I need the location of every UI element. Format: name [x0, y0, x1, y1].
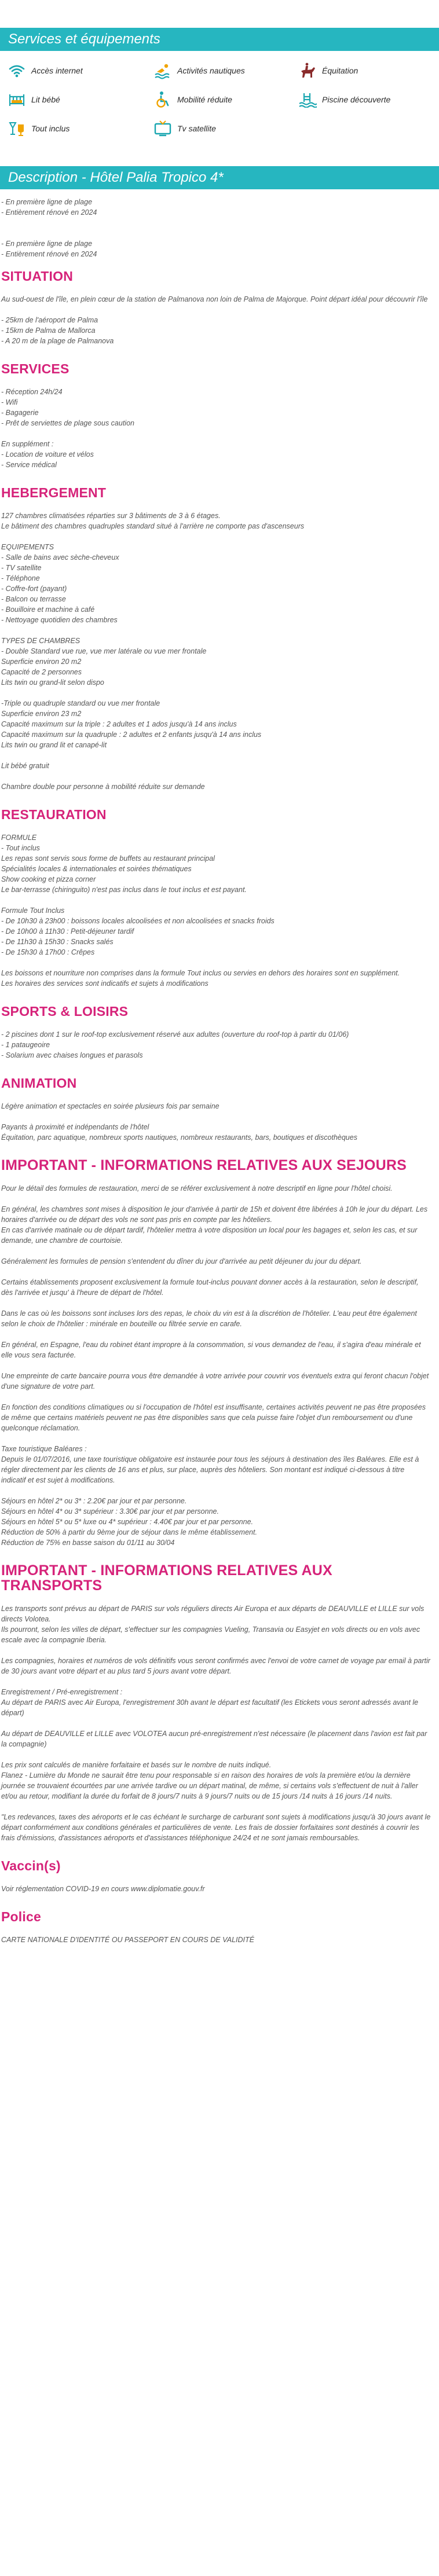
- amenity-label: Piscine découverte: [322, 95, 391, 104]
- blank-line: [0, 1485, 431, 1496]
- text-line: - Entièrement rénové en 2024: [1, 208, 97, 216]
- text-line: Flanez - Lumière du Monde ne saurait être tenu pour responsable si en raison des horaires de vols la première et/ou la dernière journée se trouvaient écourtées par une arrivée tardive ou un départ matinal, de même, si certains vols s'effectuent de nuit à l'aller et/ou au retour, modifiant la durée du forfait de 8 jours/7 nuits à 9 jours/7 nuits ou de 15 jours /14 nuits à 16 jours /14 nuits.: [1, 1771, 418, 1800]
- blank-line: [0, 1433, 431, 1444]
- text-line: Les compagnies, horaires et numéros de vols définitifs vous seront confirmés avec l'envoi de votre carnet de voyage par email à partir de 30 jours avant votre départ et au plus tard 5 jours avant votre départ.: [1, 1657, 430, 1675]
- wheelchair-icon: [152, 89, 174, 110]
- text-line: - TV satellite: [1, 564, 42, 572]
- text-line: Capacité de 2 personnes: [1, 668, 82, 676]
- text-line: - 15km de Palma de Mallorca: [1, 326, 96, 335]
- section-heading: SITUATION: [1, 269, 74, 284]
- text-line: En général, les chambres sont mises à disposition le jour d'arrivée à partir de 15h et doivent être libérées à 10h le jour du départ. Les horaires d'arrivée ou de départ des vols ne sont pas pris en compte par les hôteliers.: [1, 1205, 428, 1224]
- text-line: Lits twin ou grand-lit selon dispo: [1, 678, 104, 687]
- horse-rider-icon: [297, 60, 319, 81]
- text-line: Réduction de 75% en basse saison du 01/11 au 30/04: [1, 1539, 175, 1547]
- section-heading: IMPORTANT - INFORMATIONS RELATIVES AUX SEJOURS: [1, 1157, 407, 1173]
- section-heading: Police: [1, 1909, 41, 1924]
- blank-line: [0, 1111, 431, 1122]
- text-line: Le bâtiment des chambres quadruples standard situé à l'arrière ne comporte pas d'ascenseurs: [1, 522, 305, 530]
- text-line: Capacité maximum sur la quadruple : 2 adultes et 2 enfants jusqu'à 14 ans inclus: [1, 731, 262, 739]
- text-line: Le bar-terrasse (chiringuito) n'est pas inclus dans le tout inclus et est payant.: [1, 886, 247, 894]
- amenity-item: [152, 60, 245, 81]
- text-line: - Bagagerie: [1, 409, 39, 417]
- blank-line: [0, 1392, 431, 1402]
- text-line: - Service médical: [1, 461, 57, 469]
- text-line: Taxe touristique Baléares :: [1, 1445, 87, 1453]
- amenity-label: Tv satellite: [177, 124, 216, 133]
- blank-line: [0, 1194, 431, 1204]
- text-line: Show cooking et pizza corner: [1, 875, 96, 883]
- text-line: Les boissons et nourriture non comprises dans la formule Tout inclus ou servies en dehors des horaires sont en supplément.: [1, 969, 400, 977]
- text-line: TYPES DE CHAMBRES: [1, 637, 81, 645]
- text-line: - Balcon ou terrasse: [1, 595, 66, 603]
- text-line: - De 10h30 à 23h00 : boissons locales alcoolisées et non alcoolisées et snacks froids: [1, 917, 275, 925]
- text-line: En général, en Espagne, l'eau du robinet étant impropre à la consommation, si vous demandez de l'eau, il s'agira d'eau minérale et elle vous sera facturée.: [1, 1341, 421, 1359]
- text-line: Lit bébé gratuit: [1, 762, 49, 770]
- amenity-label: Équitation: [322, 66, 358, 75]
- text-line: Généralement les formules de pension s'entendent du dîner du jour d'arrivée au petit déjeuner du jour du départ.: [1, 1257, 362, 1265]
- blank-line: [0, 1676, 431, 1687]
- text-line: - A 20 m de la plage de Palmanova: [1, 337, 114, 345]
- text-line: - Location de voiture et vélos: [1, 450, 94, 458]
- amenities-row: [0, 118, 439, 147]
- text-line: Au départ de PARIS avec Air Europa, l'enregistrement 30h avant le départ est facultatif (les Etickets vous seront adressés avant le départ): [1, 1698, 419, 1717]
- text-line: Ils pourront, selon les villes de départ, s'effectuer sur les compagnies Vueling, Transavia ou Easyjet en vols directs ou en vols avec escale avec la compagnie Iberia.: [1, 1625, 420, 1644]
- text-line: - Prêt de serviettes de plage sous caution: [1, 419, 134, 427]
- amenity-item: [6, 118, 69, 139]
- text-line: FORMULE: [1, 834, 37, 842]
- text-line: - Entièrement rénové en 2024: [1, 250, 97, 258]
- text-line: Les transports sont prévus au départ de PARIS sur vols réguliers directs Air Europa et aux départs de DEAUVILLE et LILLE sur vols directs Volotea.: [1, 1605, 425, 1623]
- amenity-label: Activités nautiques: [177, 66, 245, 75]
- pool-icon: [297, 89, 319, 110]
- text-line: Dans le cas où les boissons sont incluses lors des repas, le choix du vin est à la discrétion de l'hôtelier. L'eau peut être également selon le choix de l'hôtelier : minérale en bouteille ou filtrée servie en carafe.: [1, 1309, 417, 1328]
- blank-line: [0, 750, 431, 761]
- text-line: - De 15h30 à 17h00 : Crêpes: [1, 948, 95, 956]
- text-line: - De 11h30 à 15h30 : Snacks salés: [1, 938, 114, 946]
- services-banner: Services et équipements: [0, 28, 439, 51]
- text-line: Séjours en hôtel 4* ou 3* supérieur : 3.30€ par jour et par personne.: [1, 1507, 219, 1515]
- amenity-label: Mobilité réduite: [177, 95, 232, 104]
- tv-icon: [152, 118, 174, 139]
- text-line: Une empreinte de carte bancaire pourra vous être demandée à votre arrivée pour couvrir vos éventuels extra qui feront chacun l'objet d'une signature de votre part.: [1, 1372, 429, 1390]
- blank-line: [0, 895, 431, 905]
- amenity-label: Accès internet: [31, 66, 83, 75]
- section-heading: ANIMATION: [1, 1076, 77, 1091]
- blank-line: [0, 625, 431, 636]
- blank-line: [0, 1246, 431, 1256]
- text-line: En supplément :: [1, 440, 54, 448]
- text-line: Pour le détail des formules de restauration, merci de se référer exclusivement à notre descriptif en ligne pour l'hôtel choisi.: [1, 1184, 393, 1192]
- wifi-icon: [6, 60, 28, 81]
- description-banner: Description - Hôtel Palia Tropico 4*: [0, 166, 439, 189]
- text-line: En fonction des conditions climatiques ou si l'occupation de l'hôtel est insuffisante, certaines activités peuvent ne pas être proposées de même que certains matériels peuvent ne pas être disponibles sans que cela puisse faire l'objet d'un remboursement ou d'une quelconque réclamation.: [1, 1403, 426, 1432]
- text-line: Depuis le 01/07/2016, une taxe touristique obligatoire est instaurée pour tous les séjours à destination des îles Baléares. Elle est à régler directement par les clients de 16 ans et plus, sur place, auprès des hôteliers. Son montant est indiqué ci-dessous à titre indicatif et est sujet à modifications.: [1, 1455, 419, 1484]
- text-line: - Coffre-fort (payant): [1, 585, 67, 593]
- text-line: Lits twin ou grand lit et canapé-lit: [1, 741, 107, 749]
- text-line: Chambre double pour personne à mobilité réduite sur demande: [1, 783, 205, 791]
- text-line: - En première ligne de plage: [1, 198, 93, 206]
- blank-line: [0, 1267, 431, 1277]
- text-line: Réduction de 50% à partir du 9ème jour de séjour dans le même établissement.: [1, 1528, 257, 1536]
- blank-line: [0, 228, 431, 238]
- blank-line: [0, 1329, 431, 1340]
- text-line: Séjours en hôtel 5* ou 5* luxe ou 4* supérieur : 4.40€ par jour et par personne.: [1, 1518, 254, 1526]
- text-line: Légère animation et spectacles en soirée plusieurs fois par semaine: [1, 1102, 220, 1110]
- text-line: CARTE NATIONALE D'IDENTITÉ OU PASSEPORT EN COURS DE VALIDITÉ: [1, 1936, 254, 1944]
- text-line: - Salle de bains avec sèche-cheveux: [1, 553, 119, 562]
- glasses-icon: [6, 118, 28, 139]
- amenities-grid: [0, 60, 439, 147]
- text-line: - Tout inclus: [1, 844, 40, 852]
- text-line: - Wifi: [1, 398, 18, 406]
- section-heading: SPORTS & LOISIRS: [1, 1004, 129, 1019]
- amenity-item: [152, 89, 232, 110]
- amenity-item: [297, 89, 390, 110]
- blank-line: [0, 1718, 431, 1729]
- blank-line: [0, 304, 431, 315]
- text-line: Certains établissements proposent exclusivement la formule tout-inclus pouvant donner accès à la restauration, selon le descriptif, dès l'arrivée et jusqu' à l'heure de départ de l'hôtel.: [1, 1278, 419, 1297]
- blank-line: [0, 771, 431, 781]
- section-heading: RESTAURATION: [1, 807, 107, 822]
- text-line: En cas d'arrivée matinale ou de départ tardif, l'hôtelier mettra à votre disposition un local pour les bagages et, selon les cas, et sur demande, une chambre de courtoisie.: [1, 1226, 418, 1245]
- blank-line: [0, 218, 431, 228]
- text-line: - Nettoyage quotidien des chambres: [1, 616, 118, 624]
- text-line: Enregistrement / Pré-enregistrement :: [1, 1688, 123, 1696]
- amenity-item: [6, 60, 83, 81]
- text-line: 127 chambres climatisées réparties sur 3 bâtiments de 3 à 6 étages.: [1, 512, 221, 520]
- text-line: Équitation, parc aquatique, nombreux sports nautiques, nombreux restaurants, bars, boutiques et discothèques: [1, 1133, 357, 1142]
- blank-line: [0, 957, 431, 968]
- blank-line: [0, 1801, 431, 1812]
- text-line: - 2 piscines dont 1 sur le roof-top exclusivement réservé aux adultes (ouverture du roof-top à partir du 01/06): [1, 1030, 349, 1039]
- text-line: Les repas sont servis sous forme de buffets au restaurant principal: [1, 854, 215, 863]
- text-line: EQUIPEMENTS: [1, 543, 54, 551]
- blank-line: [0, 531, 431, 542]
- amenities-row: [0, 89, 439, 118]
- swimmer-icon: [152, 60, 174, 81]
- text-line: Formule Tout Inclus: [1, 907, 65, 915]
- text-line: "Les redevances, taxes des aéroports et le cas échéant le surcharge de carburant sont sujets à modifications jusqu'à 30 jours avant le départ conformément aux conditions générales et particulières de vente. Les frais de dossier forfaitaires sont destinés à couvrir les frais d'émissions, d'assistances aéroports et d'assistances téléphonique 24/24 et ne sont jamais remboursables.: [1, 1813, 431, 1842]
- text-line: - En première ligne de plage: [1, 240, 93, 248]
- text-line: -Triple ou quadruple standard ou vue mer frontale: [1, 699, 160, 707]
- text-line: Au départ de DEAUVILLE et LILLE avec VOLOTEA aucun pré-enregistrement n'est nécessaire (le placement dans l'avion est fait par la compagnie): [1, 1730, 427, 1748]
- text-line: - Double Standard vue rue, vue mer latérale ou vue mer frontale: [1, 647, 207, 655]
- section-heading: Vaccin(s): [1, 1858, 61, 1873]
- text-line: Séjours en hôtel 2* ou 3* : 2.20€ par jour et par personne.: [1, 1497, 187, 1505]
- amenities-row: [0, 60, 439, 89]
- text-line: Voir réglementation COVID-19 en cours www.diplomatie.gouv.fr: [1, 1885, 205, 1893]
- text-line: Superficie environ 20 m2: [1, 658, 82, 666]
- text-line: Spécialités locales & internationales et soirées thématiques: [1, 865, 192, 873]
- amenity-item: [297, 60, 358, 81]
- section-heading: IMPORTANT - INFORMATIONS RELATIVES AUX TRANSPORTS: [1, 1562, 332, 1594]
- blank-line: [0, 1298, 431, 1308]
- text-line: Les prix sont calculés de manière forfaitaire et basés sur le nombre de nuits indiqué.: [1, 1761, 272, 1769]
- blank-line: [0, 1749, 431, 1760]
- text-line: Au sud-ouest de l'île, en plein cœur de la station de Palmanova non loin de Palma de Majorque. Point départ idéal pour découvrir l'île: [1, 295, 428, 303]
- text-line: Superficie environ 23 m2: [1, 710, 82, 718]
- text-line: - 25km de l'aéroport de Palma: [1, 316, 98, 324]
- blank-line: [0, 1645, 431, 1656]
- text-line: - De 10h00 à 11h30 : Petit-déjeuner tardif: [1, 927, 134, 935]
- amenity-item: [6, 89, 60, 110]
- blank-line: [0, 688, 431, 698]
- text-line: - Solarium avec chaises longues et parasols: [1, 1051, 143, 1059]
- text-line: - 1 pataugeoire: [1, 1041, 50, 1049]
- amenity-label: Lit bébé: [31, 95, 60, 104]
- section-heading: SERVICES: [1, 361, 69, 376]
- blank-line: [0, 1360, 431, 1371]
- text-line: Les horaires des services sont indicatifs et sujets à modifications: [1, 979, 208, 988]
- section-heading: HEBERGEMENT: [1, 485, 107, 500]
- text-line: Payants à proximité et indépendants de l'hôtel: [1, 1123, 149, 1131]
- text-line: - Bouilloire et machine à café: [1, 606, 95, 614]
- baby-bed-icon: [6, 89, 28, 110]
- text-line: Capacité maximum sur la triple : 2 adultes et 1 ados jusqu'à 14 ans inclus: [1, 720, 237, 728]
- amenity-item: [152, 118, 216, 139]
- text-line: - Téléphone: [1, 574, 40, 582]
- blank-line: [0, 428, 431, 439]
- amenity-label: Tout inclus: [31, 124, 70, 133]
- text-line: - Réception 24h/24: [1, 388, 63, 396]
- hotel-description: [0, 197, 431, 1945]
